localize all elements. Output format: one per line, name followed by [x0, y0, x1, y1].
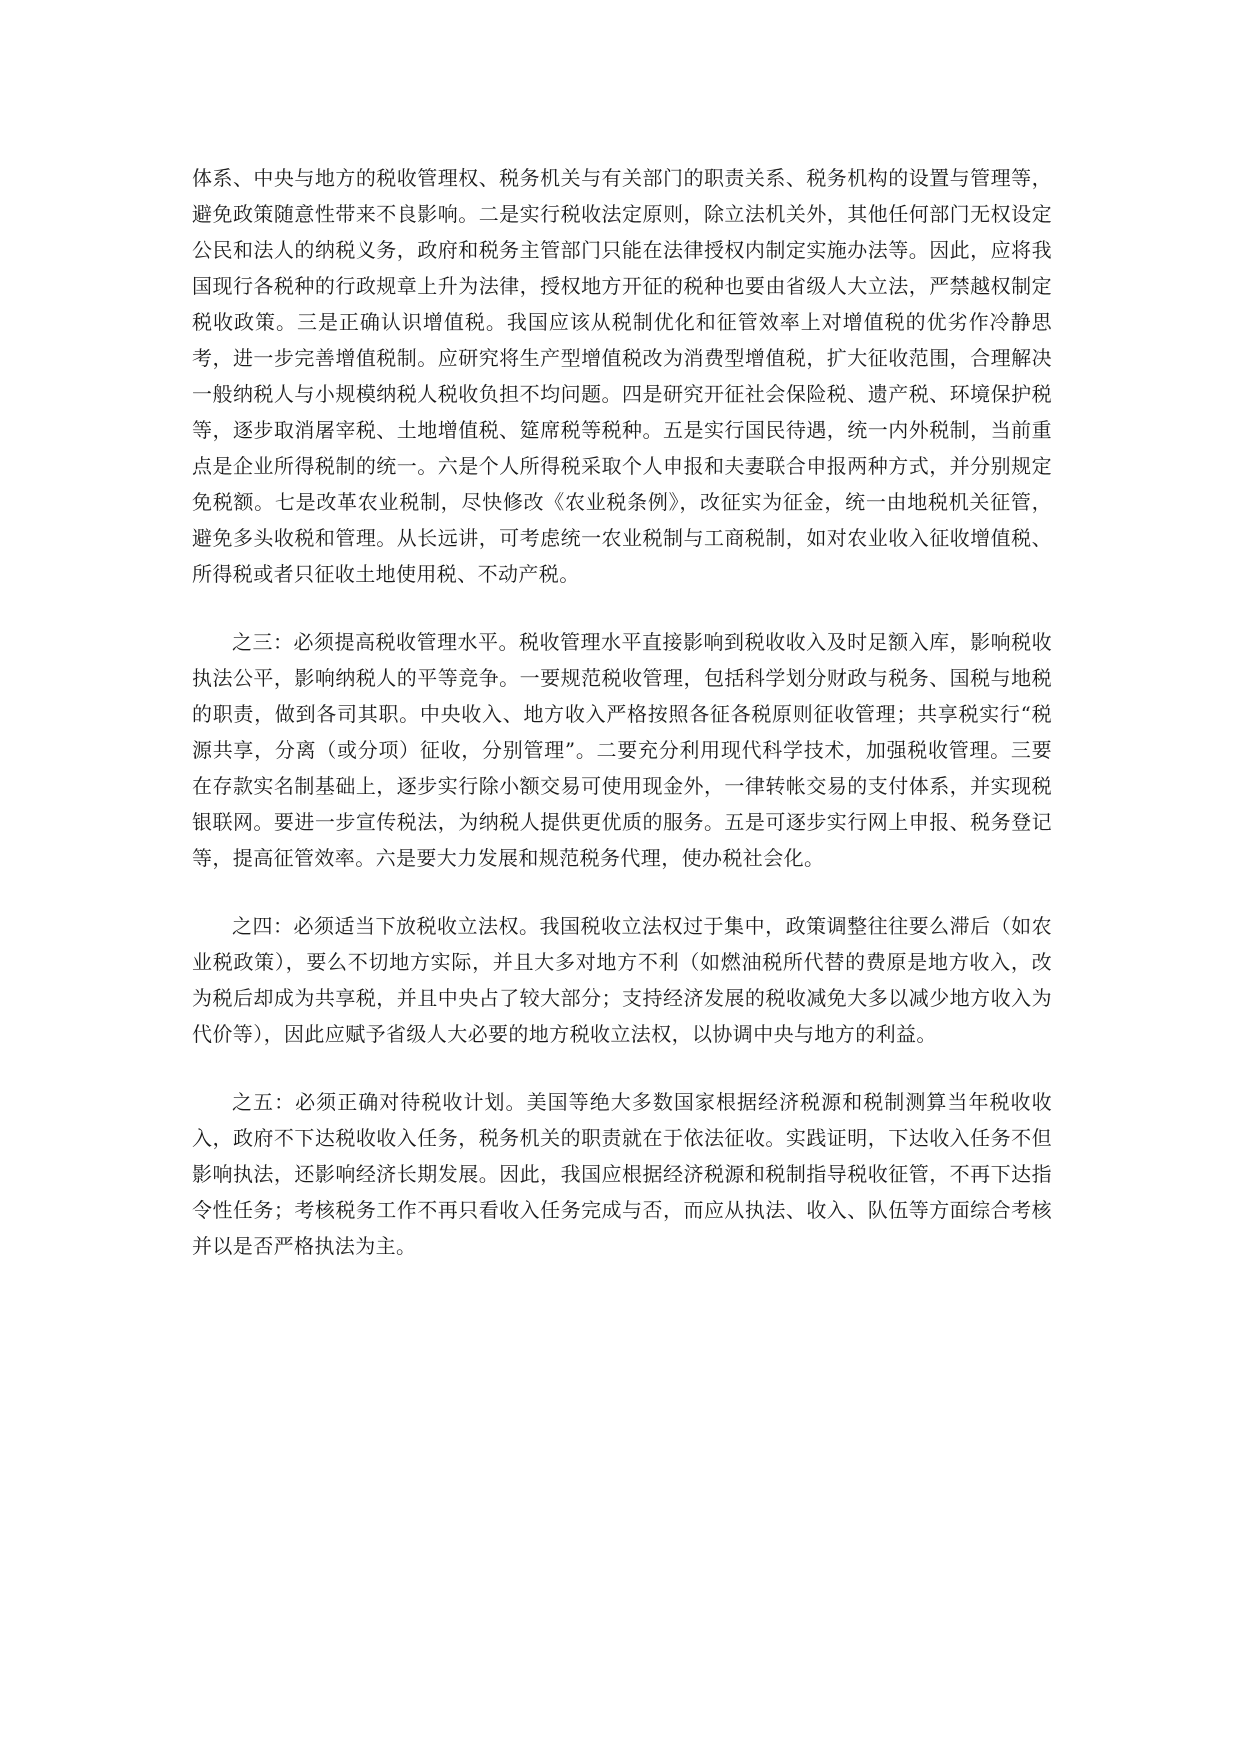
paragraph-continuation: 体系、中央与地方的税收管理权、税务机关与有关部门的职责关系、税务机构的设置与管理等，避免政策随意性带来不良影响。二是实行税收法定原则，除立法机关外，其他任何部门无权设定公民和法人的纳税义务，政府和税务主管部门只能在法律授权内制定实施办法等。因此，应将我国现行各税种的行政规章上升为法律，授权地方开征的税种也要由省级人大立法，严禁越权制定税收政策。三是正确认识增值税。我国应该从税制优化和征管效率上对增值税的优劣作冷静思考，进一步完善增值税制。应研究将生产型增值税改为消费型增值税，扩大征收范围，合理解决一般纳税人与小规模纳税人税收负担不均问题。四是研究开征社会保险税、遗产税、环境保护税等，逐步取消屠宰税、土地增值税、筵席税等税种。五是实行国民待遇，统一内外税制，当前重点是企业所得税制的统一。六是个人所得税采取个人申报和夫妻联合申报两种方式，并分别规定免税额。七是改革农业税制，尽快修改《农业税条例》，改征实为征金，统一由地税机关征管，避免多头收税和管理。从长远讲，可考虑统一农业税制与工商税制，如对农业收入征收增值税、所得税或者只征收土地使用税、不动产税。 — [192, 166, 1052, 586]
paragraph-point-four: 之四：必须适当下放税收立法权。我国税收立法权过于集中，政策调整往往要么滞后（如农业税政策），要么不切地方实际，并且大多对地方不利（如燃油税所代替的费原是地方收入，改为税后却成为共享税，并且中央占了较大部分；支持经济发展的税收减免大多以减少地方收入为代价等），因此应赋予省级人大必要的地方税收立法权，以协调中央与地方的利益。 — [192, 914, 1052, 1046]
document-body — [192, 160, 1052, 1296]
paragraph-point-three: 之三：必须提高税收管理水平。税收管理水平直接影响到税收收入及时足额入库，影响税收执法公平，影响纳税人的平等竞争。一要规范税收管理，包括科学划分财政与税务、国税与地税的职责，做到各司其职。中央收入、地方收入严格按照各征各税原则征收管理；共享税实行“税源共享，分离（或分项）征收，分别管理”。二要充分利用现代科学技术，加强税收管理。三要在存款实名制基础上，逐步实行除小额交易可使用现金外，一律转帐交易的支付体系，并实现税银联网。要进一步宣传税法，为纳税人提供更优质的服务。五是可逐步实行网上申报、税务登记等，提高征管效率。六是要大力发展和规范税务代理，使办税社会化。 — [192, 630, 1052, 870]
paragraph-point-five: 之五：必须正确对待税收计划。美国等绝大多数国家根据经济税源和税制测算当年税收收入，政府不下达税收收入任务，税务机关的职责就在于依法征收。实践证明，下达收入任务不但影响执法，还影响经济长期发展。因此，我国应根据经济税源和税制指导税收征管，不再下达指令性任务；考核税务工作不再只看收入任务完成与否，而应从执法、收入、队伍等方面综合考核并以是否严格执法为主。 — [192, 1090, 1052, 1258]
